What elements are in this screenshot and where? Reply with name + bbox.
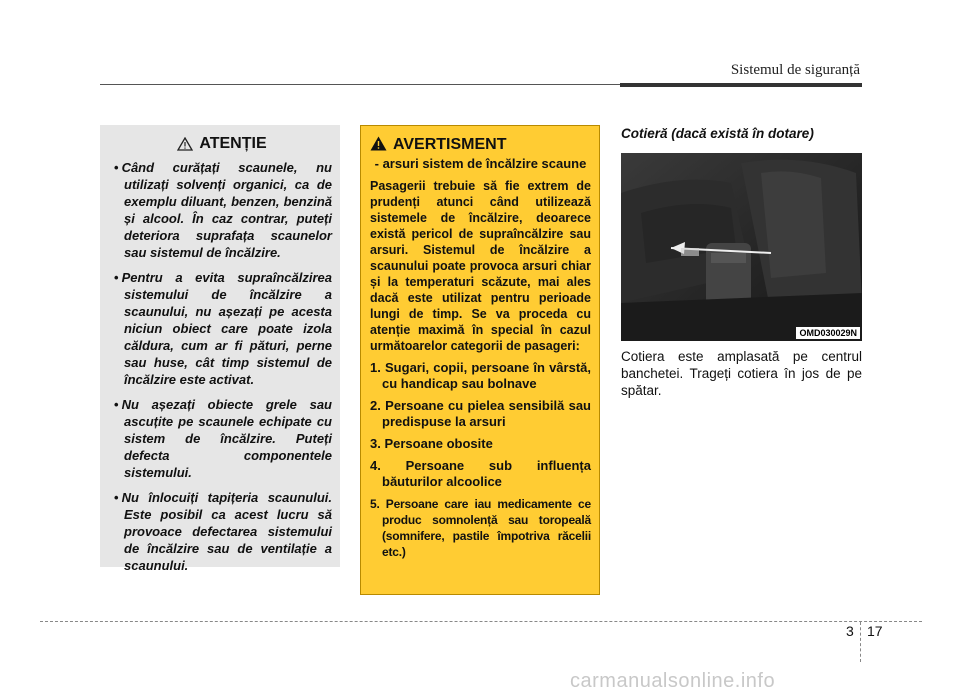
warning-triangle-icon <box>370 136 387 151</box>
warning-box <box>360 125 600 595</box>
footer-rule <box>40 621 922 622</box>
page-number: 17 <box>867 623 883 639</box>
armrest-photo <box>621 153 862 341</box>
warning-title-row <box>370 136 591 154</box>
caution-item: • Pentru a evita supraîncălzirea sistemului de încălzire a scaunului, nu așezați pe acesta niciun obiect care poate izola căldura, cum ar fi pături, perne sau huse, cât timp sistemul de încălzire este activat. <box>114 270 332 387</box>
armrest-description: Cotiera este amplasată pe centrul banchetei. Trageți cotiera în jos de pe spătar. <box>621 349 862 398</box>
warning-item: 3. Persoane obosite <box>370 436 493 451</box>
caution-box <box>100 125 340 573</box>
warning-body: Pasagerii trebuie să fie extrem de prudenți atunci când utilizează sistemele de încălzire, deoarece există pericol de supraîncălzire sau arsuri. Sistemul de încălzire a scaunului poate provoca arsuri chiar și la temperaturi scăzute, mai ales dacă este utilizat pentru perioade lungi de timp. Se va proceda cu atenție maximă în special în cazul următoarelor categorii de pasageri: <box>370 179 591 353</box>
warning-item: 4. Persoane sub influența băuturilor alcoolice <box>370 458 591 489</box>
caution-item: • Nu înlocuiți tapițeria scaunului. Este posibil ca acest lucru să provoace defectarea sistemului de încălzire sau de ventilație a scaunului. <box>114 490 332 573</box>
caution-triangle-icon <box>177 137 193 151</box>
image-code: OMD030029N <box>796 327 860 339</box>
caution-title-row <box>112 135 332 153</box>
warning-list <box>370 360 591 560</box>
warning-item: 5. Persoane care iau medicamente ce produc somnolență sau toropeală (somnifere, pastile împotriva răcelii etc.) <box>370 497 591 559</box>
page-number-divider <box>860 622 861 662</box>
caution-item: • Nu așezați obiecte grele sau ascuțite pe scaunele echipate cu sistem de încălzire. Puteți defecta componentele sistemului. <box>114 397 332 480</box>
watermark: carmanualsonline.info <box>570 670 776 692</box>
warning-item: 1. Sugari, copii, persoane în vârstă, cu handicap sau bolnave <box>370 360 591 391</box>
armrest-title: Cotieră (dacă există în dotare) <box>621 126 814 141</box>
caution-title: ATENȚIE <box>199 135 267 152</box>
section-title: Sistemul de siguranță <box>730 62 860 78</box>
warning-title: AVERTISMENT <box>393 136 507 153</box>
warning-item: 2. Persoane cu pielea sensibilă sau predispuse la arsuri <box>370 398 591 429</box>
chapter-number: 3 <box>846 623 854 639</box>
rear-seat-armrest-image <box>621 153 862 341</box>
caution-item: • Când curățați scaunele, nu utilizați solvenți organici, ca de exemplu diluant, benzen, benzină și alcool. În caz contrar, puteți deteriora suprafața scaunelor sau sistemul de încălzire. <box>114 160 332 260</box>
caution-list <box>112 159 332 574</box>
warning-subtitle: - arsuri sistem de încălzire scaune <box>374 156 587 171</box>
header-accent-bar <box>620 83 862 87</box>
